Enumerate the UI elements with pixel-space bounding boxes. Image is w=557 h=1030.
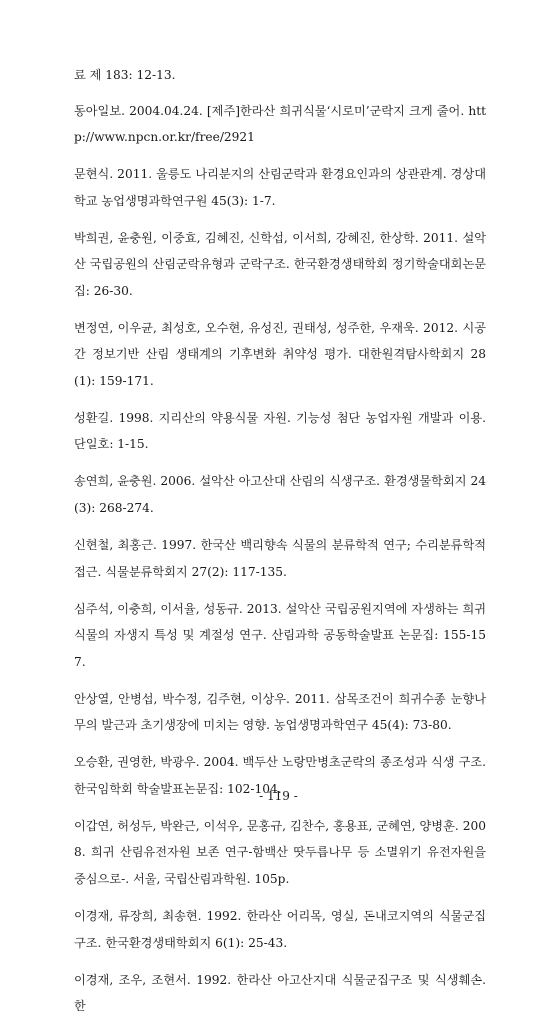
reference-entry: 성환길. 1998. 지리산의 약용식물 자원. 기능성 첨단 농업자원 개발과 이용. 단일호: 1-15. <box>74 410 486 452</box>
reference-entry: 이갑연, 허성두, 박완근, 이석우, 문홍규, 김찬수, 홍용표, 군혜연, 양병훈. 2008. 희귀 산림유전자원 보존 연구-함백산 땃두릅나무 등 소멸위기 유전자원을 중심으로-. 서울, 국립산림과학원. 105p. <box>74 818 486 886</box>
reference-entry: 이경재, 조우, 조현서. 1992. 한라산 아고산지대 식물군집구조 및 식생훼손. 한 <box>74 972 486 1014</box>
reference-entry: 변정연, 이우균, 최성호, 오수현, 유성진, 권태성, 성주한, 우재욱. 2012. 시공간 정보기반 산림 생태계의 기후변화 취약성 평가. 대한원격탐사학회지 28(1): 159-171. <box>74 320 486 388</box>
reference-entry: 박희권, 윤충원, 이중효, 김혜진, 신학섭, 이서희, 강혜진, 한상학. 2011. 설악산 국립공원의 산림군락유형과 군락구조. 한국환경생태학회 정기학술대회논문집: 26-30. <box>74 230 486 298</box>
reference-entry: 이경재, 류장희, 최송현. 1992. 한라산 어리목, 영실, 돈내코지역의 식물군집구조. 한국환경생태학회지 6(1): 25-43. <box>74 909 486 950</box>
reference-entry: 송연희, 윤충원. 2006. 설악산 아고산대 산림의 식생구조. 환경생물학회지 24(3): 268-274. <box>74 474 486 515</box>
reference-entry: 동아일보. 2004.04.24. [제주]한라산 희귀식물‘시로미’군락지 크게 줄어. http://www.npcn.or.kr/free/2921 <box>74 103 486 144</box>
reference-entry: 안상열, 안병섭, 박수정, 김주현, 이상우. 2011. 삼목조건이 희귀수종 눈향나무의 발근과 초기생장에 미치는 영향. 농업생명과학연구 45(4): 73-80. <box>74 691 486 733</box>
page-number: - 119 - <box>259 789 298 803</box>
reference-entry: 오승환, 권영한, 박광우. 2004. 백두산 노랑만병초군락의 종조성과 식생 구조. 한국임학회 학술발표논문집: 102-104. <box>74 755 486 796</box>
reference-entry: 심주석, 이충희, 이서율, 성동규. 2013. 설악산 국립공원지역에 자생하는 희귀식물의 자생지 특성 및 계절성 연구. 산림과학 공동학술발표 논문집: 155-157. <box>74 601 486 669</box>
reference-entry: 신현철, 최홍근. 1997. 한국산 백리향속 식물의 분류학적 연구; 수리분류학적 접근. 식물분류학회지 27(2): 117-135. <box>74 538 486 579</box>
reference-list <box>74 62 486 1030</box>
reference-entry: 문현식. 2011. 울릉도 나리분지의 산림군락과 환경요인과의 상관관계. 경상대학교 농업생명과학연구원 45(3): 1-7. <box>74 167 486 208</box>
reference-entry: 료 제 183: 12-13. <box>74 68 176 82</box>
